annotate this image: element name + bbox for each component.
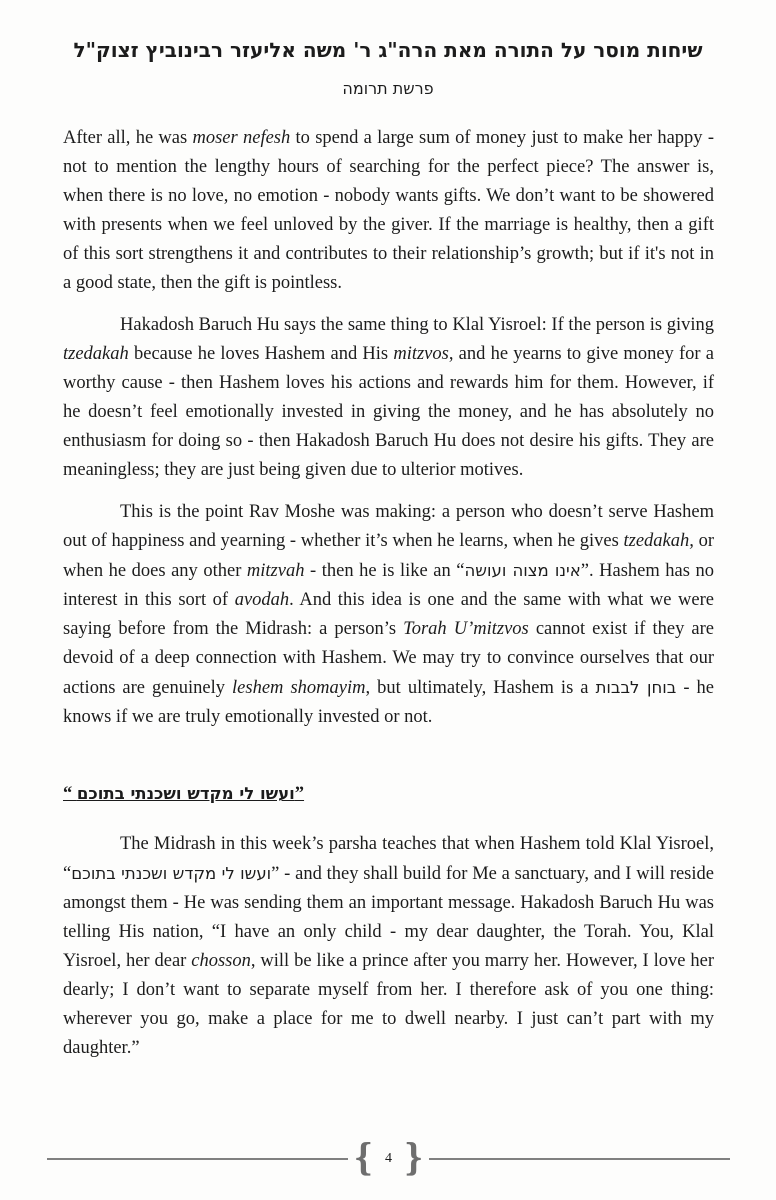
- right-brace-ornament: }: [404, 1137, 424, 1180]
- paragraph: Hakadosh Baruch Hu says the same thing to Klal Yisroel: If the person is giving tzedakah because he loves Hashem and His mitzvos, and he yearns to give money for a worthy cause - then Hashem loves his actions and rewards him for them. However, if he doesn’t feel emotionally invested in giving the money, and he has absolutely no enthusiasm for doing so - then Hakadosh Baruch Hu does not desire his gifts. They are meaningless; they are just being given due to ulterior motives.: [63, 315, 714, 480]
- paragraph: The Midrash in this week’s parsha teaches that when Hashem told Klal Yisroel, “ועשו לי מקדש ושכנתי בתוכם” - and they shall build for Me a sanctuary, and I will reside amongst them - He was sending them an important message. Hakadosh Baruch Hu was telling His nation, “I have an only child - my dear daughter, the Torah. You, Klal Yisroel, her dear chosson, will be like a prince after you marry her. However, I love her dearly; I don’t want to separate myself from her. I therefore ask of you one thing: wherever you go, make a place for me to dwell nearby. I just can’t part with my daughter.”: [63, 834, 714, 1058]
- hebrew-phrase: בוחן לבבות: [595, 678, 677, 697]
- document-body: [63, 124, 714, 1063]
- hebrew-phrase: ועשו לי מקדש ושכנתי בתוכם: [71, 864, 272, 883]
- page-number: 4: [385, 1151, 392, 1166]
- hebrew-title: שיחות מוסר על התורה מאת הרה"ג ר' משה אליעזר רבינוביץ זצוק"ל: [73, 38, 703, 62]
- footer-rule-left: [47, 1158, 348, 1160]
- paragraph: After all, he was moser nefesh to spend a large sum of money just to make her happy - not to mention the lengthy hours of searching for the perfect piece? The answer is, when there is no love, no emotion - nobody wants gifts. We don’t want to be showered with presents when we feel unloved by the giver. If the marriage is healthy, then a gift of this sort strengthens it and contributes to their relationship’s growth; but if it's not in a good state, then the gift is pointless.: [63, 128, 714, 293]
- section-header: “ ועשו לי מקדש ושכנתי בתוכם”: [63, 784, 305, 804]
- hebrew-phrase: אינו מצוה ועושה: [464, 561, 581, 580]
- page-footer: [47, 1137, 730, 1180]
- parsha-subtitle: פרשת תרומה: [342, 79, 434, 98]
- footer-rule-right: [429, 1158, 730, 1160]
- paragraph: This is the point Rav Moshe was making: a person who doesn’t serve Hashem out of happiness and yearning - whether it’s when he learns, when he gives tzedakah, or when he does any other mitzvah - then he is like an “אינו מצוה ועושה”. Hashem has no interest in this sort of avodah. And this idea is one and the same with what we were saying before from the Midrash: a person’s Torah U’mitzvos cannot exist if they are devoid of a deep connection with Hashem. We may try to convince ourselves that our actions are genuinely leshem shomayim, but ultimately, Hashem is a בוחן לבבות - he knows if we are truly emotionally invested or not.: [63, 502, 715, 727]
- left-brace-ornament: {: [353, 1137, 373, 1180]
- hebrew-phrase: ועשו לי מקדש ושכנתי בתוכם: [76, 784, 295, 803]
